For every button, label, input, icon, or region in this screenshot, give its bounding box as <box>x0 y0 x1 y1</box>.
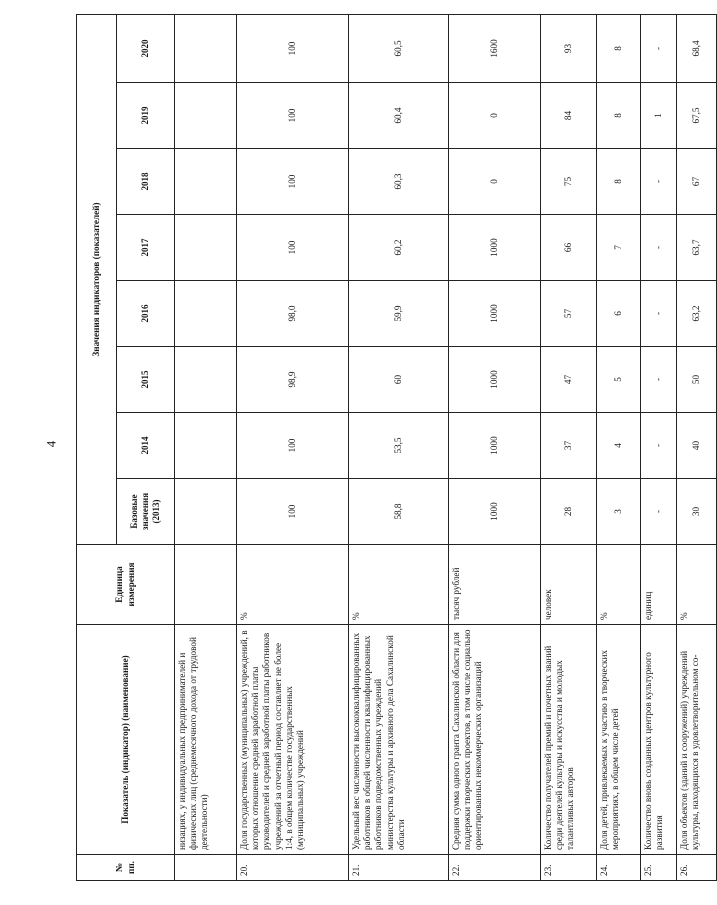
base-value-cell: 28 <box>541 479 597 545</box>
indicator-name-cell: Доля объектов (зданий и сооружений) учреждений культуры, находящихся в удовлетворительном со- <box>677 625 717 855</box>
year-value-cell: 47 <box>541 347 597 413</box>
year-value-cell: 8 <box>597 14 641 82</box>
unit-cell: человек <box>541 545 597 625</box>
year-value-cell <box>175 83 237 149</box>
year-value-cell: 50 <box>677 347 717 413</box>
year-value-cell: 1600 <box>449 14 541 82</box>
year-value-cell: 1000 <box>449 413 541 479</box>
year-value-cell: 8 <box>597 149 641 215</box>
year-value-cell: - <box>641 281 677 347</box>
header-row-1 <box>77 14 117 880</box>
table-row <box>237 14 349 880</box>
indicator-name-cell: Количество вновь созданных центров культурного развития <box>641 625 677 855</box>
year-value-cell: 67 <box>677 149 717 215</box>
indicator-name-cell: Доля детей, привлекаемых к участию в творческих мероприятиях, в общем числе детей <box>597 625 641 855</box>
year-value-cell: 1000 <box>449 281 541 347</box>
table-body <box>175 14 717 880</box>
table-row <box>641 14 677 880</box>
year-value-cell: 98,0 <box>237 281 349 347</box>
year-value-cell: 60,5 <box>349 14 449 82</box>
year-value-cell: 100 <box>237 83 349 149</box>
year-value-cell: - <box>641 347 677 413</box>
table-row <box>449 14 541 880</box>
year-value-cell <box>175 215 237 281</box>
page-number: 4 <box>43 440 59 448</box>
row-number-cell: 26. <box>677 855 717 881</box>
base-value-cell: 100 <box>237 479 349 545</box>
indicator-name-cell: Средняя сумма одного гранта Сахалинской области для поддержки творческих проектов, в том числе социально ориентированных некоммерческих организаций <box>449 625 541 855</box>
year-value-cell: 60,3 <box>349 149 449 215</box>
header-values: Значения индикаторов (показателей) <box>77 14 117 544</box>
year-value-cell: 40 <box>677 413 717 479</box>
table-row <box>349 14 449 880</box>
indicator-name-cell: Количество получателей премий и почетных званий среди деятелей культуры и искусства и молодых талантливых авторов <box>541 625 597 855</box>
year-value-cell: 63,2 <box>677 281 717 347</box>
row-number-cell: 23. <box>541 855 597 881</box>
unit-cell: % <box>597 545 641 625</box>
year-value-cell <box>175 281 237 347</box>
unit-cell: % <box>349 545 449 625</box>
base-value-cell: 58,8 <box>349 479 449 545</box>
indicator-name-cell: низациях, у индивидуальных предпринимателей и физических лиц (среднемесячного дохода от трудовой деятельности) <box>175 625 237 855</box>
year-value-cell: 63,7 <box>677 215 717 281</box>
row-number-cell: 20. <box>237 855 349 881</box>
year-value-cell: 6 <box>597 281 641 347</box>
year-value-cell: 93 <box>541 14 597 82</box>
year-value-cell: 84 <box>541 83 597 149</box>
table-row <box>597 14 641 880</box>
year-value-cell: 60,4 <box>349 83 449 149</box>
header-indicator: Показатель (индикатор) (наименование) <box>77 625 175 855</box>
rotated-table-container <box>76 15 701 881</box>
unit-cell: тысяч рублей <box>449 545 541 625</box>
year-value-cell: 68,4 <box>677 14 717 82</box>
header-num: № пп. <box>77 855 175 881</box>
header-year: 2016 <box>117 281 175 347</box>
year-value-cell: 57 <box>541 281 597 347</box>
unit-cell <box>175 545 237 625</box>
year-value-cell <box>175 413 237 479</box>
year-value-cell: 100 <box>237 413 349 479</box>
indicators-table <box>76 14 717 881</box>
year-value-cell: 66 <box>541 215 597 281</box>
header-unit: Единица измерения <box>77 545 175 625</box>
unit-cell: % <box>237 545 349 625</box>
table-row <box>541 14 597 880</box>
year-value-cell: 37 <box>541 413 597 479</box>
year-value-cell: - <box>641 149 677 215</box>
row-number-cell <box>175 855 237 881</box>
year-value-cell: 0 <box>449 83 541 149</box>
table-row <box>175 14 237 880</box>
year-value-cell: 1 <box>641 83 677 149</box>
year-value-cell <box>175 14 237 82</box>
year-value-cell: 100 <box>237 14 349 82</box>
base-value-cell: 1000 <box>449 479 541 545</box>
row-number-cell: 24. <box>597 855 641 881</box>
base-value-cell <box>175 479 237 545</box>
unit-cell: % <box>677 545 717 625</box>
header-year: 2015 <box>117 347 175 413</box>
year-value-cell: 0 <box>449 149 541 215</box>
indicator-name-cell: Удельный вес численности высококвалифицированных работников в общей численности квалифицированных работников подведомственных учреждений министерства культуры и архивного дела Сахалинской области <box>349 625 449 855</box>
year-value-cell: 59,9 <box>349 281 449 347</box>
year-value-cell: 4 <box>597 413 641 479</box>
header-year: 2018 <box>117 149 175 215</box>
year-value-cell: 8 <box>597 83 641 149</box>
year-value-cell: 60,2 <box>349 215 449 281</box>
year-value-cell: - <box>641 215 677 281</box>
year-value-cell: 1000 <box>449 347 541 413</box>
header-base: Базовые значения (2013) <box>117 479 175 545</box>
header-year: 2014 <box>117 413 175 479</box>
base-value-cell: 30 <box>677 479 717 545</box>
year-value-cell: 98,9 <box>237 347 349 413</box>
year-value-cell: 75 <box>541 149 597 215</box>
year-value-cell <box>175 347 237 413</box>
year-value-cell: 100 <box>237 149 349 215</box>
year-value-cell: - <box>641 14 677 82</box>
year-value-cell: - <box>641 413 677 479</box>
year-value-cell: 100 <box>237 215 349 281</box>
indicator-name-cell: Доля государственных (муниципальных) учреждений, в которых отношение средней заработной платы руководителей и средней заработной платы работников учреждений за отчетный период составляет не более 1:4, в общем количестве государственных (муниципальных) учреждений <box>237 625 349 855</box>
base-value-cell: 3 <box>597 479 641 545</box>
year-value-cell <box>175 149 237 215</box>
year-value-cell: 5 <box>597 347 641 413</box>
year-value-cell: 53,5 <box>349 413 449 479</box>
row-number-cell: 21. <box>349 855 449 881</box>
header-year: 2020 <box>117 14 175 82</box>
row-number-cell: 22. <box>449 855 541 881</box>
year-value-cell: 60 <box>349 347 449 413</box>
year-value-cell: 67,5 <box>677 83 717 149</box>
row-number-cell: 25. <box>641 855 677 881</box>
header-year: 2019 <box>117 83 175 149</box>
year-value-cell: 1000 <box>449 215 541 281</box>
header-year: 2017 <box>117 215 175 281</box>
unit-cell: единиц <box>641 545 677 625</box>
table-row <box>677 14 717 880</box>
base-value-cell: - <box>641 479 677 545</box>
year-value-cell: 7 <box>597 215 641 281</box>
